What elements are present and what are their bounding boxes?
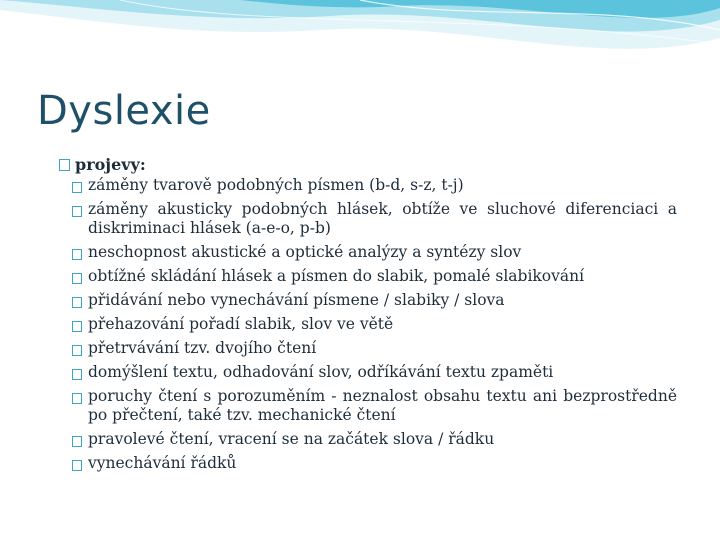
list-item: záměny tvarově podobných písmen (b-d, s-z, t-j): [72, 176, 677, 195]
heading-bullet: [59, 152, 677, 176]
decorative-wave: [0, 0, 720, 80]
list-item: přidávání nebo vynechávání písmene / slabiky / slova: [72, 291, 677, 310]
list-item: obtížné skládání hlásek a písmen do slabik, pomalé slabikování: [72, 267, 677, 286]
list-item: poruchy čtení s porozuměním - neznalost obsahu textu ani bezprostředně po přečtení, také tzv. mechanické čtení: [72, 387, 677, 425]
slide-content: [72, 152, 677, 478]
list-item: neschopnost akustické a optické analýzy a syntézy slov: [72, 243, 677, 262]
checkbox-bullet-icon: [72, 249, 82, 260]
checkbox-bullet-icon: [72, 345, 82, 356]
symptom-list: [72, 176, 677, 473]
checkbox-bullet-icon: [72, 206, 82, 217]
checkbox-bullet-icon: [72, 273, 82, 284]
checkbox-bullet-icon: [72, 321, 82, 332]
checkbox-bullet-icon: [72, 460, 82, 471]
list-item: záměny akusticky podobných hlásek, obtíže ve sluchové diferenciaci a diskriminaci hlásek (a-e-o, p-b): [72, 200, 677, 238]
section-heading: projevy:: [75, 154, 146, 174]
list-item: domýšlení textu, odhadování slov, odříkávání textu zpaměti: [72, 363, 677, 382]
list-item: přetrvávání tzv. dvojího čtení: [72, 339, 677, 358]
list-item: přehazování pořadí slabik, slov ve větě: [72, 315, 677, 334]
checkbox-bullet-icon: [72, 436, 82, 447]
checkbox-bullet-icon: [72, 393, 82, 404]
checkbox-bullet-icon: [59, 159, 70, 171]
slide-title: Dyslexie: [37, 88, 211, 134]
list-item: pravolevé čtení, vracení se na začátek slova / řádku: [72, 430, 677, 449]
list-item: vynechávání řádků: [72, 454, 677, 473]
checkbox-bullet-icon: [72, 369, 82, 380]
checkbox-bullet-icon: [72, 182, 82, 193]
checkbox-bullet-icon: [72, 297, 82, 308]
